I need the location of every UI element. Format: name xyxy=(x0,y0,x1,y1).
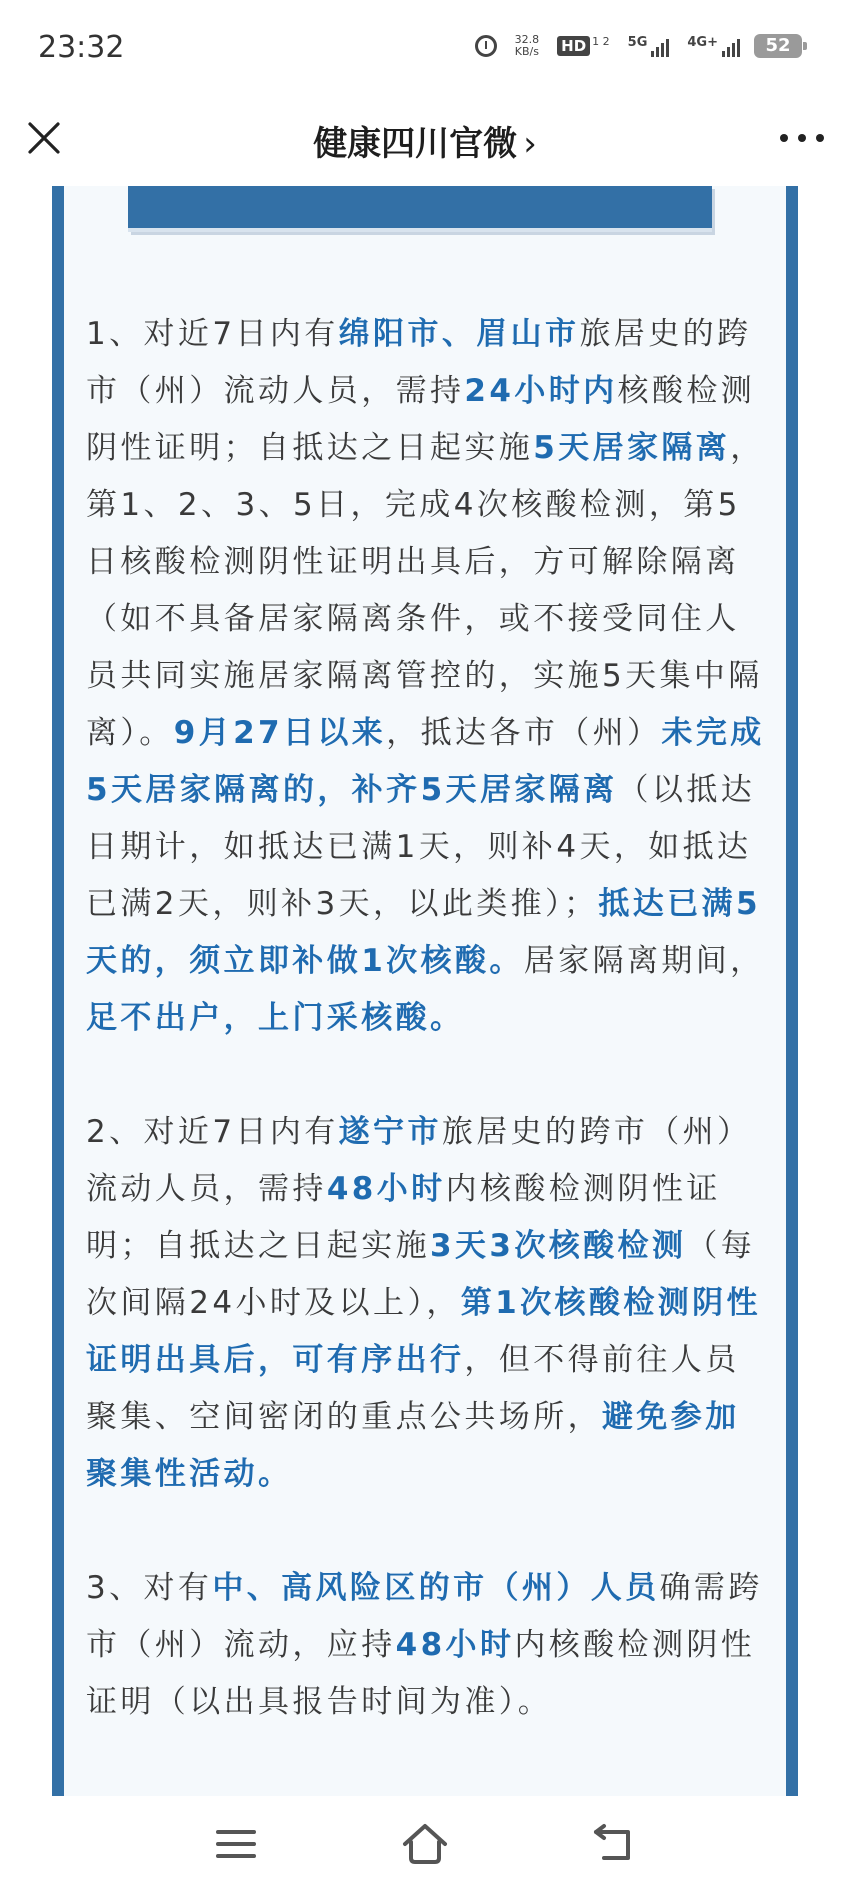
article-paragraph xyxy=(86,1560,766,1731)
article-paragraph xyxy=(86,306,766,1047)
body-text: 内核酸检测阴性证明（以出具报告时间为准）。 xyxy=(86,1627,756,1720)
status-time: 23:32 xyxy=(38,30,125,65)
body-text: （以抵达日期计，如抵达已满1天，则补4天，如抵达已满2天，则补3天，以此类推）； xyxy=(86,772,756,922)
body-text: ，但不得前往人员聚集、空间密闭的重点公共场所， xyxy=(86,1342,740,1435)
system-navigation-bar xyxy=(0,1796,850,1895)
body-text: ，第1、2、3、5日，完成4次核酸检测，第5日核酸检测阴性证明出具后，方可解除隔离（如不具备居家隔离条件，或不接受同住人员共同实施居家隔离管控的，实施5天集中隔离）。 xyxy=(86,430,765,751)
home-button[interactable] xyxy=(395,1818,455,1870)
chevron-right-icon: › xyxy=(523,124,537,164)
body-text: （每次间隔24小时及以上）， xyxy=(86,1228,756,1321)
highlighted-text: 48小时 xyxy=(326,1171,446,1207)
back-button[interactable] xyxy=(584,1818,644,1870)
body-text: 1、对近7日内有 xyxy=(86,316,339,352)
body-text: 2、对近7日内有 xyxy=(86,1114,339,1150)
highlighted-text: 绵阳市、眉山市 xyxy=(338,316,580,352)
body-text: 核酸检测阴性证明；自抵达之日起实施 xyxy=(86,373,756,466)
highlighted-text: 遂宁市 xyxy=(338,1114,442,1150)
menu-icon xyxy=(206,1818,266,1870)
body-text: 旅居史的跨市（州）流动人员，需持 xyxy=(86,1114,752,1207)
signal-4g-icon xyxy=(687,35,740,57)
home-icon xyxy=(395,1818,455,1870)
highlighted-text: 避免参加聚集性活动。 xyxy=(86,1399,740,1492)
article-content xyxy=(86,306,766,1788)
highlighted-text: 中、高风险区的市（州）人员 xyxy=(212,1570,660,1606)
body-text: 内核酸检测阴性证明；自抵达之日起实施 xyxy=(86,1171,721,1264)
article-banner xyxy=(128,186,712,232)
status-icons xyxy=(475,34,740,58)
article-paragraph xyxy=(86,1104,766,1503)
body-text: ，抵达各市（州） xyxy=(386,715,662,751)
nav-header xyxy=(0,100,850,186)
battery-indicator: 52 xyxy=(754,34,802,58)
highlighted-text: 抵达已满5天的，须立即补做1次核酸。 xyxy=(86,886,761,979)
page-title: 健康四川官微 xyxy=(313,124,518,164)
highlighted-text: 24小时内 xyxy=(464,373,618,409)
network-speed-value: 32.8 xyxy=(514,33,540,46)
more-dots-icon xyxy=(780,134,788,142)
body-text: 居家隔离期间， xyxy=(523,943,765,979)
signal-4g-label: 4G+ xyxy=(687,35,718,50)
status-bar xyxy=(0,0,850,100)
highlighted-text: 足不出户，上门采核酸。 xyxy=(86,1000,465,1036)
alarm-icon xyxy=(475,35,497,57)
more-options-button[interactable] xyxy=(780,130,824,146)
hd-badge: HD xyxy=(557,36,590,56)
highlighted-text: 第1次核酸检测阴性证明出具后，可有序出行 xyxy=(86,1285,761,1378)
highlighted-text: 48小时 xyxy=(395,1627,515,1663)
article-view[interactable] xyxy=(0,186,850,1796)
back-icon xyxy=(584,1818,644,1870)
signal-5g-icon xyxy=(628,35,670,57)
signal-5g-label: 5G xyxy=(627,35,648,50)
body-text: 旅居史的跨市（州）流动人员，需持 xyxy=(86,316,752,409)
account-title-button[interactable] xyxy=(0,116,850,165)
hd-sub: 1 2 xyxy=(592,35,610,48)
menu-button[interactable] xyxy=(206,1818,266,1870)
highlighted-text: 未完成5天居家隔离的，补齐5天居家隔离 xyxy=(86,715,765,808)
highlighted-text: 9月27日以来 xyxy=(173,715,387,751)
highlighted-text: 5天居家隔离 xyxy=(533,430,731,466)
highlighted-text: 3天3次核酸检测 xyxy=(430,1228,687,1264)
network-speed-unit: KB/s xyxy=(514,45,539,58)
body-text: 3、对有 xyxy=(86,1570,213,1606)
body-text: 确需跨市（州）流动，应持 xyxy=(86,1570,763,1663)
hd-indicator xyxy=(557,36,610,56)
network-speed xyxy=(515,34,540,58)
